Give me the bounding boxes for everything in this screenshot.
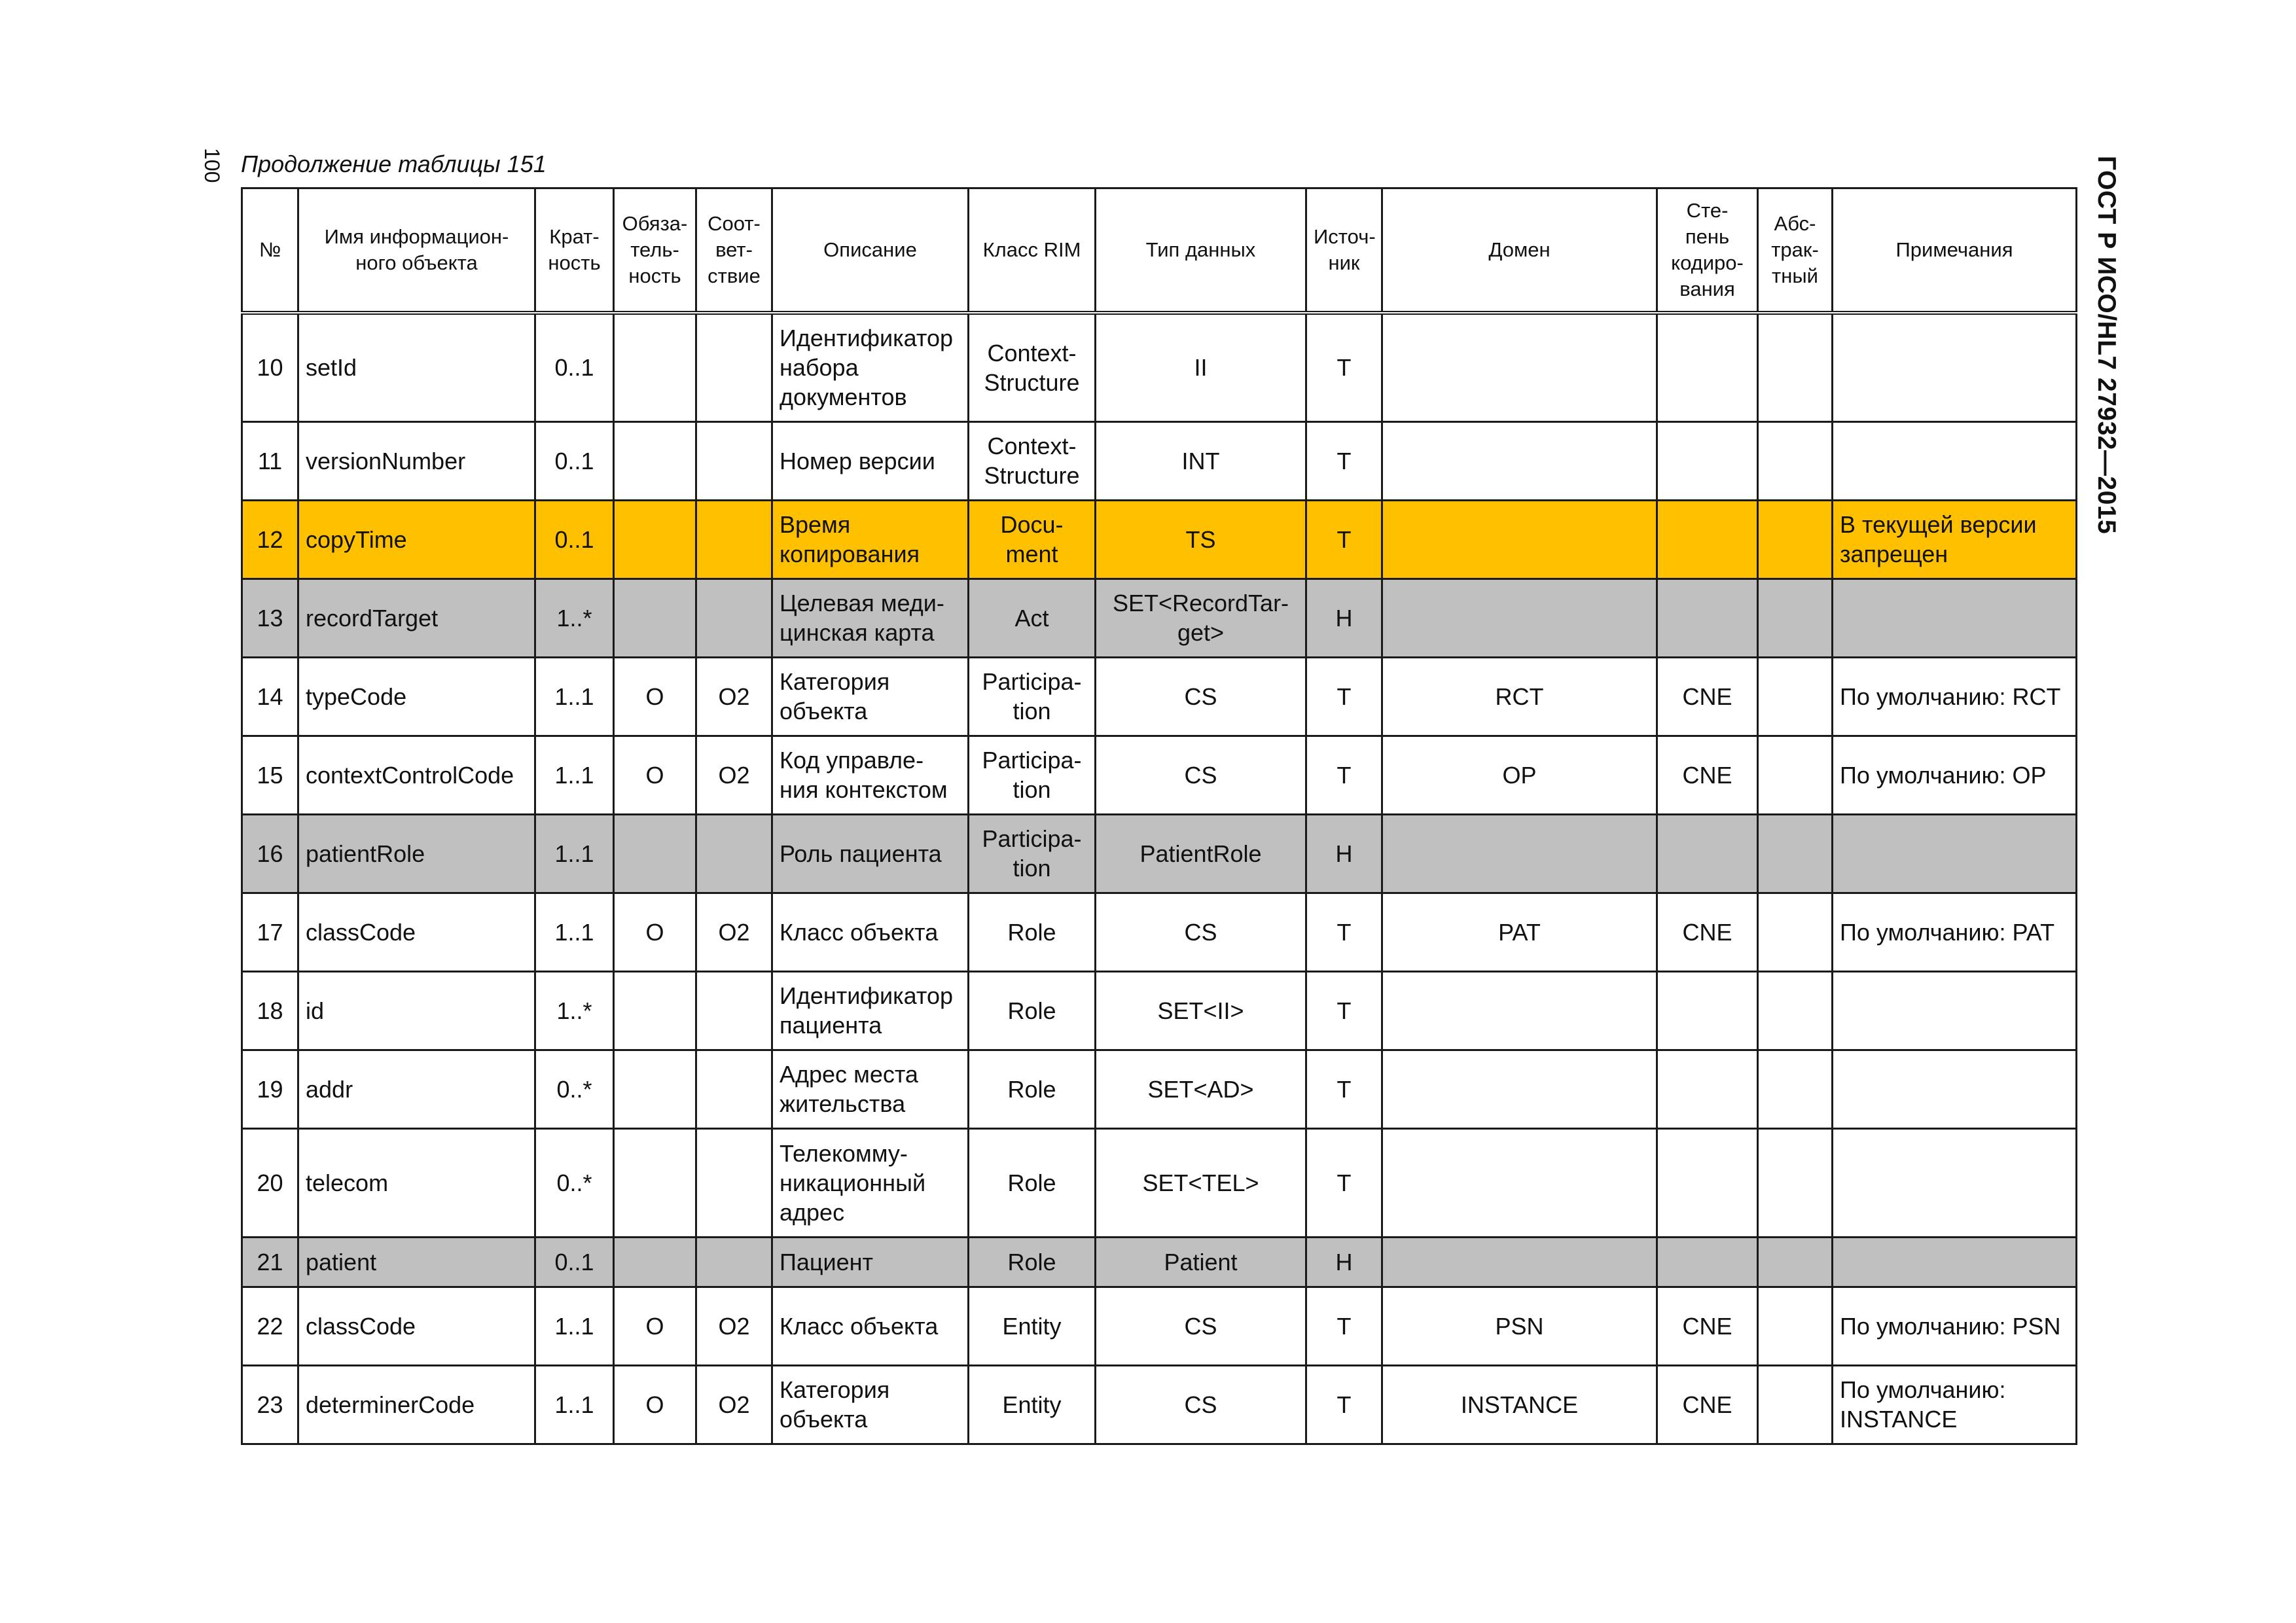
cell-notes: По умолчанию: RCT [1833,657,2077,736]
header-num: № [242,188,298,313]
cell-notes [1833,421,2077,500]
cell-domain [1382,814,1657,893]
cell-coding-strength: CNE [1657,1287,1758,1365]
cell-conformance [696,971,772,1050]
cell-cardinality: 0..1 [535,500,614,579]
cell-abstract [1758,1287,1833,1365]
cell-rim-class: Entity [969,1365,1096,1444]
cell-cardinality: 0..1 [535,1237,614,1287]
cell-cardinality: 1..1 [535,657,614,736]
cell-data-type: CS [1096,736,1306,814]
cell-data-type: PatientRole [1096,814,1306,893]
cell-source: T [1306,1050,1382,1128]
cell-data-type: CS [1096,1365,1306,1444]
table-row [242,1128,2077,1237]
cell-rim-class: Participa-tion [969,736,1096,814]
cell-description: Номер версии [772,421,969,500]
cell-conformance [696,1237,772,1287]
cell-domain: OP [1382,736,1657,814]
table-row [242,814,2077,893]
cell-coding-strength: CNE [1657,893,1758,971]
cell-mandatory [614,500,696,579]
cell-rim-class: Role [969,893,1096,971]
cell-description: Пациент [772,1237,969,1287]
cell-coding-strength [1657,500,1758,579]
cell-num: 20 [242,1128,298,1237]
cell-source: T [1306,1128,1382,1237]
header-source: Источ-ник [1306,188,1382,313]
cell-description: Код управле-ния контекстом [772,736,969,814]
cell-data-type: SET<RecordTar-get> [1096,579,1306,657]
cell-name: classCode [298,1287,535,1365]
cell-name: classCode [298,893,535,971]
cell-notes [1833,1050,2077,1128]
cell-mandatory: O [614,736,696,814]
cell-data-type: II [1096,313,1306,421]
cell-source: T [1306,421,1382,500]
cell-abstract [1758,736,1833,814]
cell-name: contextControlCode [298,736,535,814]
cell-abstract [1758,971,1833,1050]
cell-data-type: Patient [1096,1237,1306,1287]
cell-domain [1382,313,1657,421]
cell-rim-class: Role [969,1237,1096,1287]
cell-mandatory [614,421,696,500]
cell-coding-strength [1657,1237,1758,1287]
cell-name: determinerCode [298,1365,535,1444]
cell-data-type: TS [1096,500,1306,579]
cell-rim-class: Context-Structure [969,421,1096,500]
header-coding-strength: Сте-пень кодиро-вания [1657,188,1758,313]
cell-cardinality: 1..1 [535,1365,614,1444]
cell-rim-class: Role [969,1128,1096,1237]
cell-rim-class: Role [969,1050,1096,1128]
cell-description: Время копирования [772,500,969,579]
cell-coding-strength: CNE [1657,1365,1758,1444]
table-row [242,971,2077,1050]
cell-source: T [1306,500,1382,579]
cell-cardinality: 1..1 [535,814,614,893]
cell-data-type: SET<II> [1096,971,1306,1050]
cell-conformance [696,313,772,421]
table-row [242,500,2077,579]
cell-description: Класс объекта [772,893,969,971]
cell-coding-strength [1657,579,1758,657]
cell-num: 10 [242,313,298,421]
cell-name: recordTarget [298,579,535,657]
table-row [242,1287,2077,1365]
header-conformance: Соот-вет-ствие [696,188,772,313]
cell-data-type: SET<AD> [1096,1050,1306,1128]
table-body [242,313,2077,1444]
cell-source: T [1306,657,1382,736]
header-domain: Домен [1382,188,1657,313]
cell-domain: RCT [1382,657,1657,736]
cell-num: 14 [242,657,298,736]
cell-rim-class: Act [969,579,1096,657]
cell-notes [1833,814,2077,893]
document-code: ГОСТ Р ИСО/HL7 27932—2015 [2092,156,2121,535]
cell-source: T [1306,736,1382,814]
cell-mandatory [614,1128,696,1237]
cell-num: 12 [242,500,298,579]
cell-mandatory [614,971,696,1050]
table-caption: Продолжение таблицы 151 [241,151,547,177]
table-row [242,1365,2077,1444]
cell-mandatory [614,579,696,657]
header-name: Имя информацион-ного объекта [298,188,535,313]
cell-rim-class: Participa-tion [969,814,1096,893]
cell-conformance: O2 [696,736,772,814]
cell-domain: PAT [1382,893,1657,971]
cell-data-type: CS [1096,893,1306,971]
cell-source: H [1306,579,1382,657]
cell-coding-strength [1657,971,1758,1050]
cell-abstract [1758,579,1833,657]
cell-num: 21 [242,1237,298,1287]
cell-abstract [1758,313,1833,421]
table-row [242,1050,2077,1128]
cell-num: 15 [242,736,298,814]
cell-cardinality: 0..1 [535,313,614,421]
cell-name: id [298,971,535,1050]
header-rim-class: Класс RIM [969,188,1096,313]
cell-num: 23 [242,1365,298,1444]
cell-source: T [1306,1365,1382,1444]
cell-coding-strength [1657,814,1758,893]
cell-name: copyTime [298,500,535,579]
cell-coding-strength [1657,1128,1758,1237]
header-data-type: Тип данных [1096,188,1306,313]
cell-coding-strength [1657,421,1758,500]
cell-coding-strength [1657,1050,1758,1128]
cell-cardinality: 1..1 [535,1287,614,1365]
header-cardinality: Крат-ность [535,188,614,313]
cell-domain [1382,971,1657,1050]
cell-abstract [1758,657,1833,736]
cell-conformance [696,814,772,893]
cell-abstract [1758,1365,1833,1444]
table-header-row [242,188,2077,313]
cell-coding-strength [1657,313,1758,421]
cell-notes: По умолчанию: INSTANCE [1833,1365,2077,1444]
table-row [242,736,2077,814]
cell-abstract [1758,1050,1833,1128]
cell-notes [1833,579,2077,657]
header-abstract: Абс-трак-тный [1758,188,1833,313]
cell-name: patient [298,1237,535,1287]
cell-conformance: O2 [696,1287,772,1365]
cell-domain: INSTANCE [1382,1365,1657,1444]
cell-notes [1833,971,2077,1050]
cell-description: Телекомму-никационный адрес [772,1128,969,1237]
cell-cardinality: 1..1 [535,736,614,814]
cell-domain [1382,500,1657,579]
cell-source: H [1306,814,1382,893]
cell-mandatory: O [614,893,696,971]
cell-description: Класс объекта [772,1287,969,1365]
cell-mandatory: O [614,1365,696,1444]
table-row [242,579,2077,657]
cell-description: Идентификатор набора документов [772,313,969,421]
cell-mandatory [614,313,696,421]
cell-name: addr [298,1050,535,1128]
cell-notes [1833,1128,2077,1237]
cell-domain [1382,579,1657,657]
cell-conformance [696,421,772,500]
cell-cardinality: 1..* [535,579,614,657]
cell-conformance: O2 [696,1365,772,1444]
cell-cardinality: 0..1 [535,421,614,500]
cell-mandatory [614,1237,696,1287]
cell-notes: По умолчанию: OP [1833,736,2077,814]
cell-rim-class: Docu-ment [969,500,1096,579]
cell-name: patientRole [298,814,535,893]
cell-notes [1833,1237,2077,1287]
cell-name: versionNumber [298,421,535,500]
cell-rim-class: Role [969,971,1096,1050]
cell-abstract [1758,1128,1833,1237]
cell-cardinality: 1..* [535,971,614,1050]
cell-conformance [696,500,772,579]
cell-description: Роль пациента [772,814,969,893]
cell-cardinality: 1..1 [535,893,614,971]
cell-coding-strength: CNE [1657,657,1758,736]
cell-conformance: O2 [696,657,772,736]
cell-name: setId [298,313,535,421]
cell-description: Идентификатор пациента [772,971,969,1050]
cell-rim-class: Context-Structure [969,313,1096,421]
cell-mandatory: O [614,1287,696,1365]
cell-num: 11 [242,421,298,500]
cell-mandatory [614,814,696,893]
cell-domain [1382,421,1657,500]
cell-mandatory [614,1050,696,1128]
cell-name: telecom [298,1128,535,1237]
cell-domain [1382,1050,1657,1128]
cell-mandatory: O [614,657,696,736]
cell-coding-strength: CNE [1657,736,1758,814]
header-description: Описание [772,188,969,313]
cell-cardinality: 0..* [535,1050,614,1128]
cell-abstract [1758,421,1833,500]
cell-description: Адрес места жительства [772,1050,969,1128]
cell-abstract [1758,500,1833,579]
cell-domain [1382,1128,1657,1237]
cell-num: 18 [242,971,298,1050]
cell-num: 13 [242,579,298,657]
cell-source: T [1306,313,1382,421]
cell-num: 17 [242,893,298,971]
table-row [242,1237,2077,1287]
table-row [242,313,2077,421]
cell-domain: PSN [1382,1287,1657,1365]
cell-num: 16 [242,814,298,893]
cell-name: typeCode [298,657,535,736]
cell-conformance [696,1050,772,1128]
data-table [241,187,2077,1445]
cell-cardinality: 0..* [535,1128,614,1237]
cell-abstract [1758,893,1833,971]
cell-notes: По умолчанию: PSN [1833,1287,2077,1365]
cell-conformance: O2 [696,893,772,971]
table-row [242,657,2077,736]
cell-abstract [1758,814,1833,893]
cell-num: 19 [242,1050,298,1128]
cell-data-type: CS [1096,1287,1306,1365]
cell-abstract [1758,1237,1833,1287]
cell-data-type: SET<TEL> [1096,1128,1306,1237]
cell-description: Категория объекта [772,1365,969,1444]
cell-description: Категория объекта [772,657,969,736]
cell-conformance [696,1128,772,1237]
header-mandatory: Обяза-тель-ность [614,188,696,313]
cell-notes: По умолчанию: PAT [1833,893,2077,971]
cell-source: T [1306,1287,1382,1365]
cell-data-type: INT [1096,421,1306,500]
cell-notes: В текущей версии запрещен [1833,500,2077,579]
cell-num: 22 [242,1287,298,1365]
table-row [242,421,2077,500]
header-notes: Примечания [1833,188,2077,313]
cell-data-type: CS [1096,657,1306,736]
cell-domain [1382,1237,1657,1287]
table-row [242,893,2077,971]
cell-source: H [1306,1237,1382,1287]
cell-rim-class: Participa-tion [969,657,1096,736]
cell-source: T [1306,971,1382,1050]
cell-source: T [1306,893,1382,971]
page-number: 100 [200,148,224,183]
cell-conformance [696,579,772,657]
cell-rim-class: Entity [969,1287,1096,1365]
cell-description: Целевая меди-цинская карта [772,579,969,657]
cell-notes [1833,313,2077,421]
